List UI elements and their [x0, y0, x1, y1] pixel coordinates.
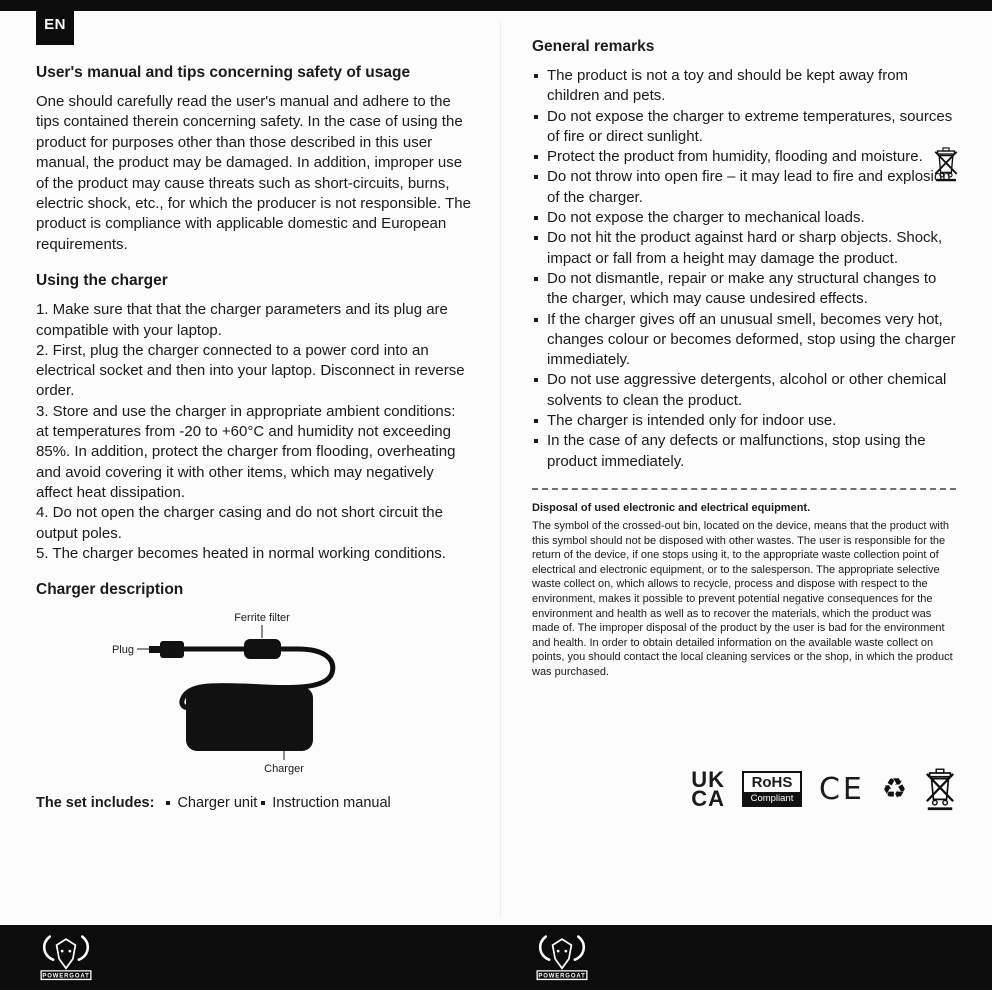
using-step: 3. Store and use the charger in appropriate ambient conditions: at temperatures from -20 to +60°C and humidity not exceeding 85%. In addition, protect the charger from flooding, overheating and avoid covering it with other items, which may negatively affect heat dissipation.: [36, 402, 456, 501]
bullet-icon: [534, 378, 538, 382]
general-remark-text: If the charger gives off an unusual smell, becomes very hot, changes colour or becomes deformed, stop using the charger immediately.: [547, 310, 956, 369]
bullet-icon: [166, 801, 170, 805]
general-remark-text: The charger is intended only for indoor use.: [547, 412, 837, 430]
charger-diagram: [36, 607, 472, 779]
general-remark-item: [532, 310, 956, 371]
bullet-icon: [534, 175, 538, 179]
powergoat-logo: [532, 929, 592, 987]
left-column: [36, 64, 472, 811]
general-remark-text: Do not hit the product against hard or sharp objects. Shock, impact or fall from a height may damage the product.: [547, 229, 943, 267]
using-step: 2. First, plug the charger connected to a power cord into an electrical socket and then into your laptop. Disconnect in reverse order.: [36, 341, 465, 400]
general-remarks-heading: General remarks: [532, 38, 655, 55]
general-remark-text: Do not dismantle, repair or make any structural changes to the charger, which may cause undesired effects.: [547, 269, 937, 308]
set-includes-line: [36, 795, 472, 811]
set-includes-label: The set includes:: [36, 795, 155, 812]
bullet-icon: [534, 74, 538, 78]
charger-brick: [186, 687, 313, 751]
bullet-icon: [534, 277, 538, 281]
brand-name: POWERGOAT: [42, 973, 90, 980]
set-includes-item: Charger unit: [177, 795, 258, 812]
using-step: 1. Make sure that that the charger parameters and its plug are compatible with your laptop.: [36, 301, 448, 339]
powergoat-logo: [36, 929, 96, 987]
language-badge: EN: [36, 4, 74, 45]
general-remark-item: [532, 411, 956, 431]
bullet-icon: [534, 216, 538, 220]
general-remarks-list: [532, 66, 956, 472]
plug-icon: [149, 641, 184, 658]
disposal-paragraph: The symbol of the crossed-out bin, located on the device, means that the product with this symbol should not be disposed with other wastes. The user is responsible for the return of the device, if one stops using it, to the appropriate waste collection point of electrical and electronic equipment, or to the salesperson. The appropriate selective waste collect on, which allows to recycle, process and dispose with respect to the environment, makes it possible to prevent potential negative consequences for the environment and health as well as to recover the materials, which the product was made of. The improper disposal of the product by the user is bad for the environment and health. In order to obtain detailed information on the available waste collect on points, you should contact the local cleaning services or the shop, in which the product was purchased.: [532, 519, 953, 678]
bullet-icon: [534, 236, 538, 240]
bullet-icon: [534, 318, 538, 322]
using-charger-heading: Using the charger: [36, 272, 168, 290]
rohs-mark: [742, 771, 802, 807]
general-remark-item: [532, 147, 956, 167]
plug-label: Plug: [111, 644, 134, 657]
dashed-divider: [532, 488, 956, 490]
charger-description-heading: Charger description: [36, 581, 184, 599]
top-bar: [0, 0, 992, 11]
ukca-line: UK: [691, 767, 725, 793]
brand-name: POWERGOAT: [538, 973, 586, 980]
bullet-icon: [261, 801, 265, 805]
using-step: 5. The charger becomes heated in normal working conditions.: [36, 544, 446, 562]
safety-heading: User's manual and tips concerning safety of usage: [36, 64, 411, 81]
ukca-mark: [691, 767, 725, 812]
using-charger-steps: [36, 300, 472, 564]
general-remark-text: In the case of any defects or malfunctions, stop using the product immediately.: [547, 432, 926, 470]
bullet-icon: [534, 439, 538, 443]
general-remark-text: Do not throw into open fire – it may lead to fire and explosion of the charger.: [547, 168, 951, 206]
ferrite-filter: [244, 639, 281, 659]
column-divider: [500, 22, 501, 917]
bullet-icon: [534, 115, 538, 119]
general-remark-item: [532, 107, 956, 148]
bullet-icon: [534, 419, 538, 423]
general-remark-text: Do not expose the charger to extreme temperatures, sources of fire or direct sunlight.: [547, 107, 953, 145]
general-remark-text: Protect the product from humidity, flooding and moisture.: [547, 148, 923, 166]
general-remark-text: Do not expose the charger to mechanical loads.: [547, 209, 865, 227]
set-includes-item: Instruction manual: [272, 795, 391, 812]
general-remark-item: [532, 167, 956, 208]
ce-mark: CE: [818, 771, 865, 807]
general-remark-item: [532, 66, 956, 107]
using-step: 4. Do not open the charger casing and do not short circuit the output poles.: [36, 504, 443, 542]
rohs-name: RoHS: [751, 774, 793, 792]
right-column: [532, 38, 956, 811]
general-remark-item: [532, 228, 956, 269]
general-remark-item: [532, 269, 956, 310]
bullet-icon: [534, 155, 538, 159]
general-remark-item: [532, 431, 956, 472]
certification-marks: [532, 767, 956, 811]
general-remark-item: [532, 370, 956, 411]
weee-bin-icon: [933, 146, 959, 182]
general-remark-text: The product is not a toy and should be kept away from children and pets.: [547, 67, 909, 105]
weee-bin-icon: [924, 767, 956, 811]
safety-paragraph: One should carefully read the user's manual and adhere to the tips contained therein concerning safety. In the case of using the product for purposes other than those described in this user manual, the product may be damaged. In addition, improper use of the product may cause threats such as short-circuits, burns, electric shock, etc., for which the producer is not responsible. The product is compliance with applicable domestic and European requirements.: [36, 93, 471, 253]
ferrite-filter-label: Ferrite filter: [234, 612, 290, 625]
charger-label: Charger: [264, 763, 304, 776]
recycle-icon: ♻: [881, 772, 907, 806]
general-remark-text: Do not use aggressive detergents, alcohol or other chemical solvents to clean the product.: [547, 371, 947, 409]
footer-bar: [0, 925, 992, 990]
disposal-heading: Disposal of used electronic and electrical equipment.: [532, 501, 811, 514]
rohs-compliant-label: Compliant: [744, 792, 800, 805]
general-remark-item: [532, 208, 956, 228]
ukca-line: CA: [691, 786, 725, 812]
